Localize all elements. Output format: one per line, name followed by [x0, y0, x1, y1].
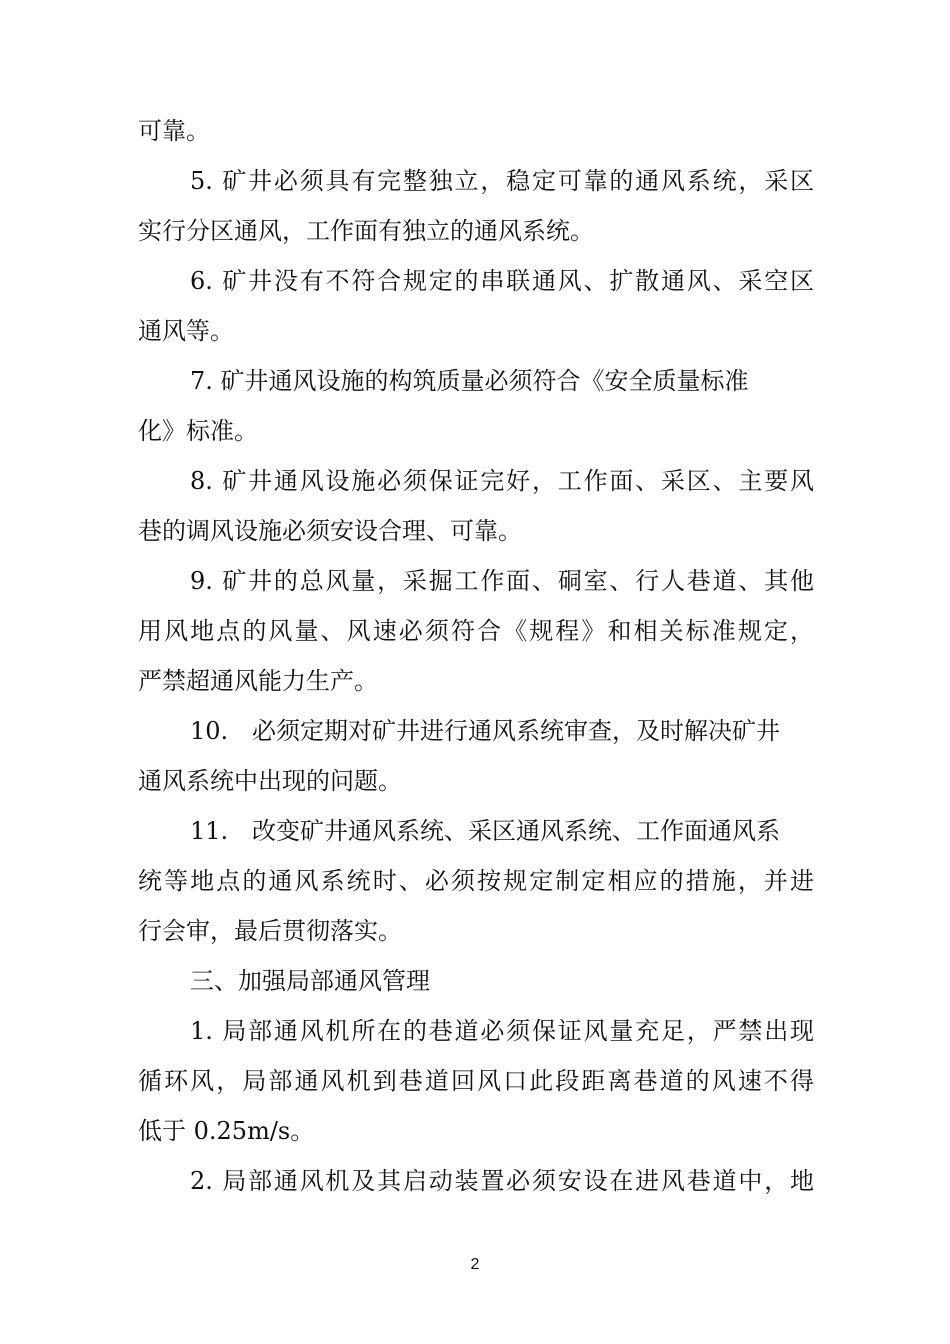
text-line [138, 806, 814, 856]
item-text: 改变矿井通风系统、采区通风系统、工作面通风系 [252, 817, 780, 845]
text-line: 9. 矿井的总风量，采掘工作面、硐室、行人巷道、其他 [190, 567, 814, 595]
document-body [138, 106, 814, 1206]
page-number: 2 [470, 1256, 480, 1273]
text-line: 实行分区通风，工作面有独立的通风系统。 [138, 217, 594, 245]
text-line: 8. 矿井通风设施必须保证完好，工作面、采区、主要风 [190, 467, 814, 495]
paragraph-item-9 [138, 556, 814, 706]
paragraph-item-7 [138, 356, 814, 456]
section-heading [138, 956, 814, 1006]
item-number: 10. [190, 717, 229, 745]
paragraph-item-2 [138, 1156, 814, 1206]
text-line: 可靠。 [138, 117, 210, 145]
paragraph-item-10 [138, 706, 814, 806]
paragraph-item-11 [138, 806, 814, 956]
text-line: 7. 矿井通风设施的构筑质量必须符合《安全质量标准 [190, 367, 749, 395]
text-line: 1. 局部通风机所在的巷道必须保证风量充足，严禁出现 [190, 1017, 814, 1045]
text-line: 用风地点的风量、风速必须符合《规程》和相关标准规定， [138, 617, 814, 645]
text-line: 5. 矿井必须具有完整独立，稳定可靠的通风系统，采区 [190, 167, 814, 195]
text-line: 循环风，局部通风机到巷道回风口此段距离巷道的风速不得 [138, 1067, 814, 1095]
paragraph-item-1 [138, 1006, 814, 1156]
paragraph-item-6 [138, 256, 814, 356]
text-line [138, 706, 814, 756]
item-number: 11. [190, 817, 229, 845]
text-line: 行会审，最后贯彻落实。 [138, 917, 402, 945]
text-line: 6. 矿井没有不符合规定的串联通风、扩散通风、采空区 [190, 267, 814, 295]
text-line: 2. 局部通风机及其启动装置必须安设在进风巷道中，地 [190, 1167, 814, 1195]
section-heading-text: 三、加强局部通风管理 [190, 967, 430, 995]
text-line: 通风系统中出现的问题。 [138, 767, 402, 795]
text-line: 巷的调风设施必须安设合理、可靠。 [138, 517, 522, 545]
text-line: 低于 0.25m/s。 [138, 1117, 315, 1145]
text-line: 化》标准。 [138, 417, 258, 445]
text-line: 统等地点的通风系统时、必须按规定制定相应的措施，并进 [138, 867, 814, 895]
text-line: 严禁超通风能力生产。 [138, 667, 378, 695]
text-line: 通风等。 [138, 317, 234, 345]
paragraph-item-8 [138, 456, 814, 556]
paragraph-continuation [138, 106, 814, 156]
paragraph-item-5 [138, 156, 814, 256]
item-text: 必须定期对矿井进行通风系统审查，及时解决矿井 [252, 717, 780, 745]
